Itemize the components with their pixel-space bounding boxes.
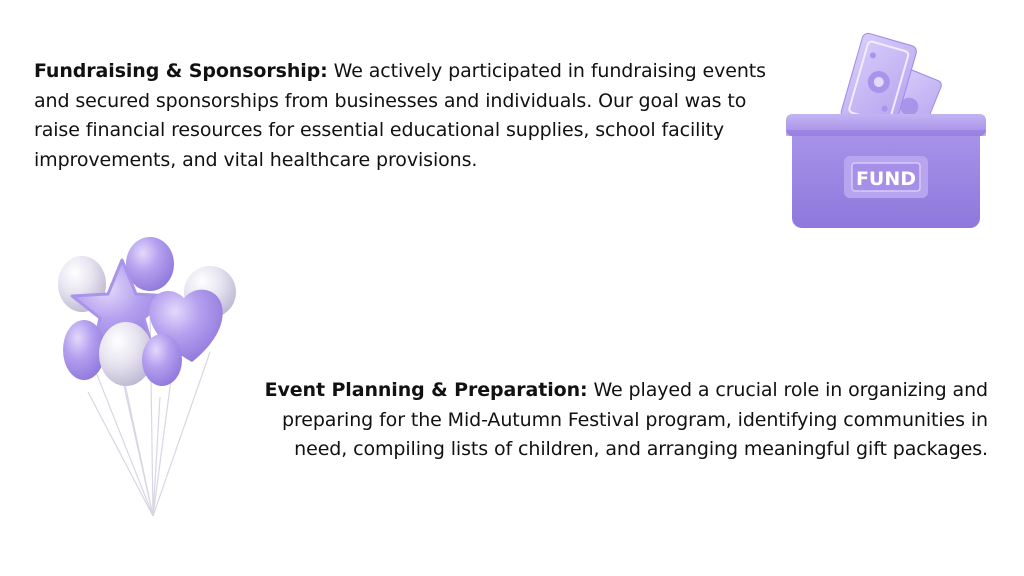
- fund-label: FUND: [855, 168, 917, 190]
- balloons-illustration: [50, 232, 250, 522]
- event-planning-text: We played a crucial role in organizing and preparing for the Mid-Autumn Festival program, identifying communities in need, compiling lists of children, and arranging meaningful gift packages.: [282, 379, 988, 460]
- balloon-lavender-top: [126, 237, 174, 291]
- event-planning-paragraph: [248, 376, 988, 465]
- fundraising-text: We actively participated in fundraising events and secured sponsorships from businesses and individuals. Our goal was to raise financial resources for essential educational supplies, school facility improvements, and vital healthcare provisions.: [34, 60, 766, 171]
- event-planning-heading: Event Planning & Preparation:: [264, 379, 588, 401]
- fundraising-paragraph: [34, 57, 774, 175]
- balloon-lavender-left: [63, 320, 105, 380]
- fund-box-illustration: [782, 26, 992, 236]
- fundraising-heading: Fundraising & Sponsorship:: [34, 60, 328, 82]
- balloon-lavender-center: [142, 334, 182, 386]
